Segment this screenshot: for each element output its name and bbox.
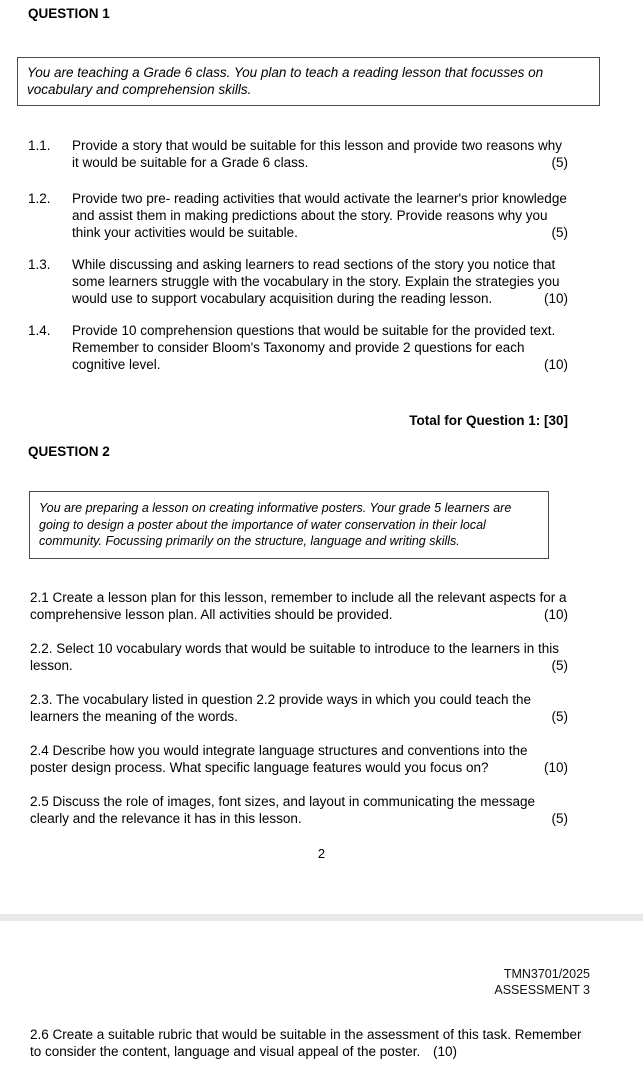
question-item-2-4 <box>30 742 568 776</box>
marks-label: (5) <box>551 155 568 170</box>
item-number: 1.1. <box>28 138 51 153</box>
item-text: Provide 10 comprehension questions that would be suitable for the provided text. Remember to consider Bloom's Taxonomy and provide 2 questions for each cognitive level. <box>72 323 556 372</box>
item-text: While discussing and asking learners to read sections of the story you notice that some learners struggle with the vocabulary in the story. Explain the strategies you would use to support vocabulary acquisition during the reading lesson. <box>72 257 560 306</box>
question-1-scenario-text: You are teaching a Grade 6 class. You plan to teach a reading lesson that focusses on vocabulary and comprehension skills. <box>27 65 544 97</box>
assessment-label: ASSESSMENT 3 <box>494 982 590 997</box>
course-code: TMN3701/2025 <box>503 966 590 981</box>
page-break-divider <box>0 914 643 921</box>
question-item-1-1 <box>28 137 568 171</box>
marks-label: (5) <box>551 657 568 673</box>
question-item-2-1 <box>30 589 568 623</box>
question-1-scenario-box <box>17 57 600 106</box>
item-text: Provide a story that would be suitable for this lesson and provide two reasons why it would be suitable for a Grade 6 class. <box>72 138 563 170</box>
question-2-items <box>28 589 568 827</box>
marks-label: (10) <box>433 1043 458 1059</box>
question-item-1-2 <box>28 190 568 241</box>
question-item-2-2 <box>30 640 568 674</box>
marks-label: (5) <box>551 708 568 724</box>
item-number: 1.4. <box>28 323 51 338</box>
question-2-scenario-text: You are preparing a lesson on creating informative posters. Your grade 5 learners are going to design a poster about the importance of water conservation in their local community. Focussing primarily on the structure, language and writing skills. <box>39 501 512 548</box>
marks-label: (5) <box>551 225 568 240</box>
item-text: 2.5 Discuss the role of images, font sizes, and layout in communicating the message clearly and the relevance it has in this lesson. <box>30 793 536 826</box>
item-number: 1.2. <box>28 191 51 206</box>
page-2-header <box>28 966 590 998</box>
item-text: 2.4 Describe how you would integrate language structures and conventions into the poster design process. What specific language features would you focus on? <box>30 742 528 775</box>
question-item-2-3 <box>30 691 568 725</box>
marks-label: (10) <box>543 759 568 775</box>
question-item-2-6 <box>30 1026 592 1060</box>
marks-label: (10) <box>543 291 568 306</box>
question-2-heading: QUESTION 2 <box>28 444 110 459</box>
question-1-total: Total for Question 1: [30] <box>409 413 568 428</box>
question-1-heading: QUESTION 1 <box>28 6 110 21</box>
item-text: 2.2. Select 10 vocabulary words that would be suitable to introduce to the learners in this lesson. <box>30 640 560 673</box>
item-text: Provide two pre- reading activities that would activate the learner's prior knowledge and assist them in making predictions about the story. Provide reasons why you think your activities would be suitable. <box>72 191 567 240</box>
item-text: 2.6 Create a suitable rubric that would be suitable in the assessment of this task. Remember to consider the content, language and visual appeal of the poster. <box>30 1026 582 1059</box>
item-text: 2.1 Create a lesson plan for this lesson, remember to include all the relevant aspects for a comprehensive lesson plan. All activities should be provided. <box>30 589 567 622</box>
page-number: 2 <box>317 845 326 861</box>
question-item-1-3 <box>28 256 568 307</box>
marks-label: (10) <box>543 606 568 622</box>
item-text: 2.3. The vocabulary listed in question 2.2 provide ways in which you could teach the learners the meaning of the words. <box>30 691 532 724</box>
question-item-1-4 <box>28 322 568 373</box>
marks-label: (10) <box>543 357 568 372</box>
question-item-2-5 <box>30 793 568 827</box>
question-2-scenario-box <box>29 491 549 559</box>
marks-label: (5) <box>551 810 568 826</box>
question-1-items <box>28 137 568 373</box>
item-number: 1.3. <box>28 257 51 272</box>
